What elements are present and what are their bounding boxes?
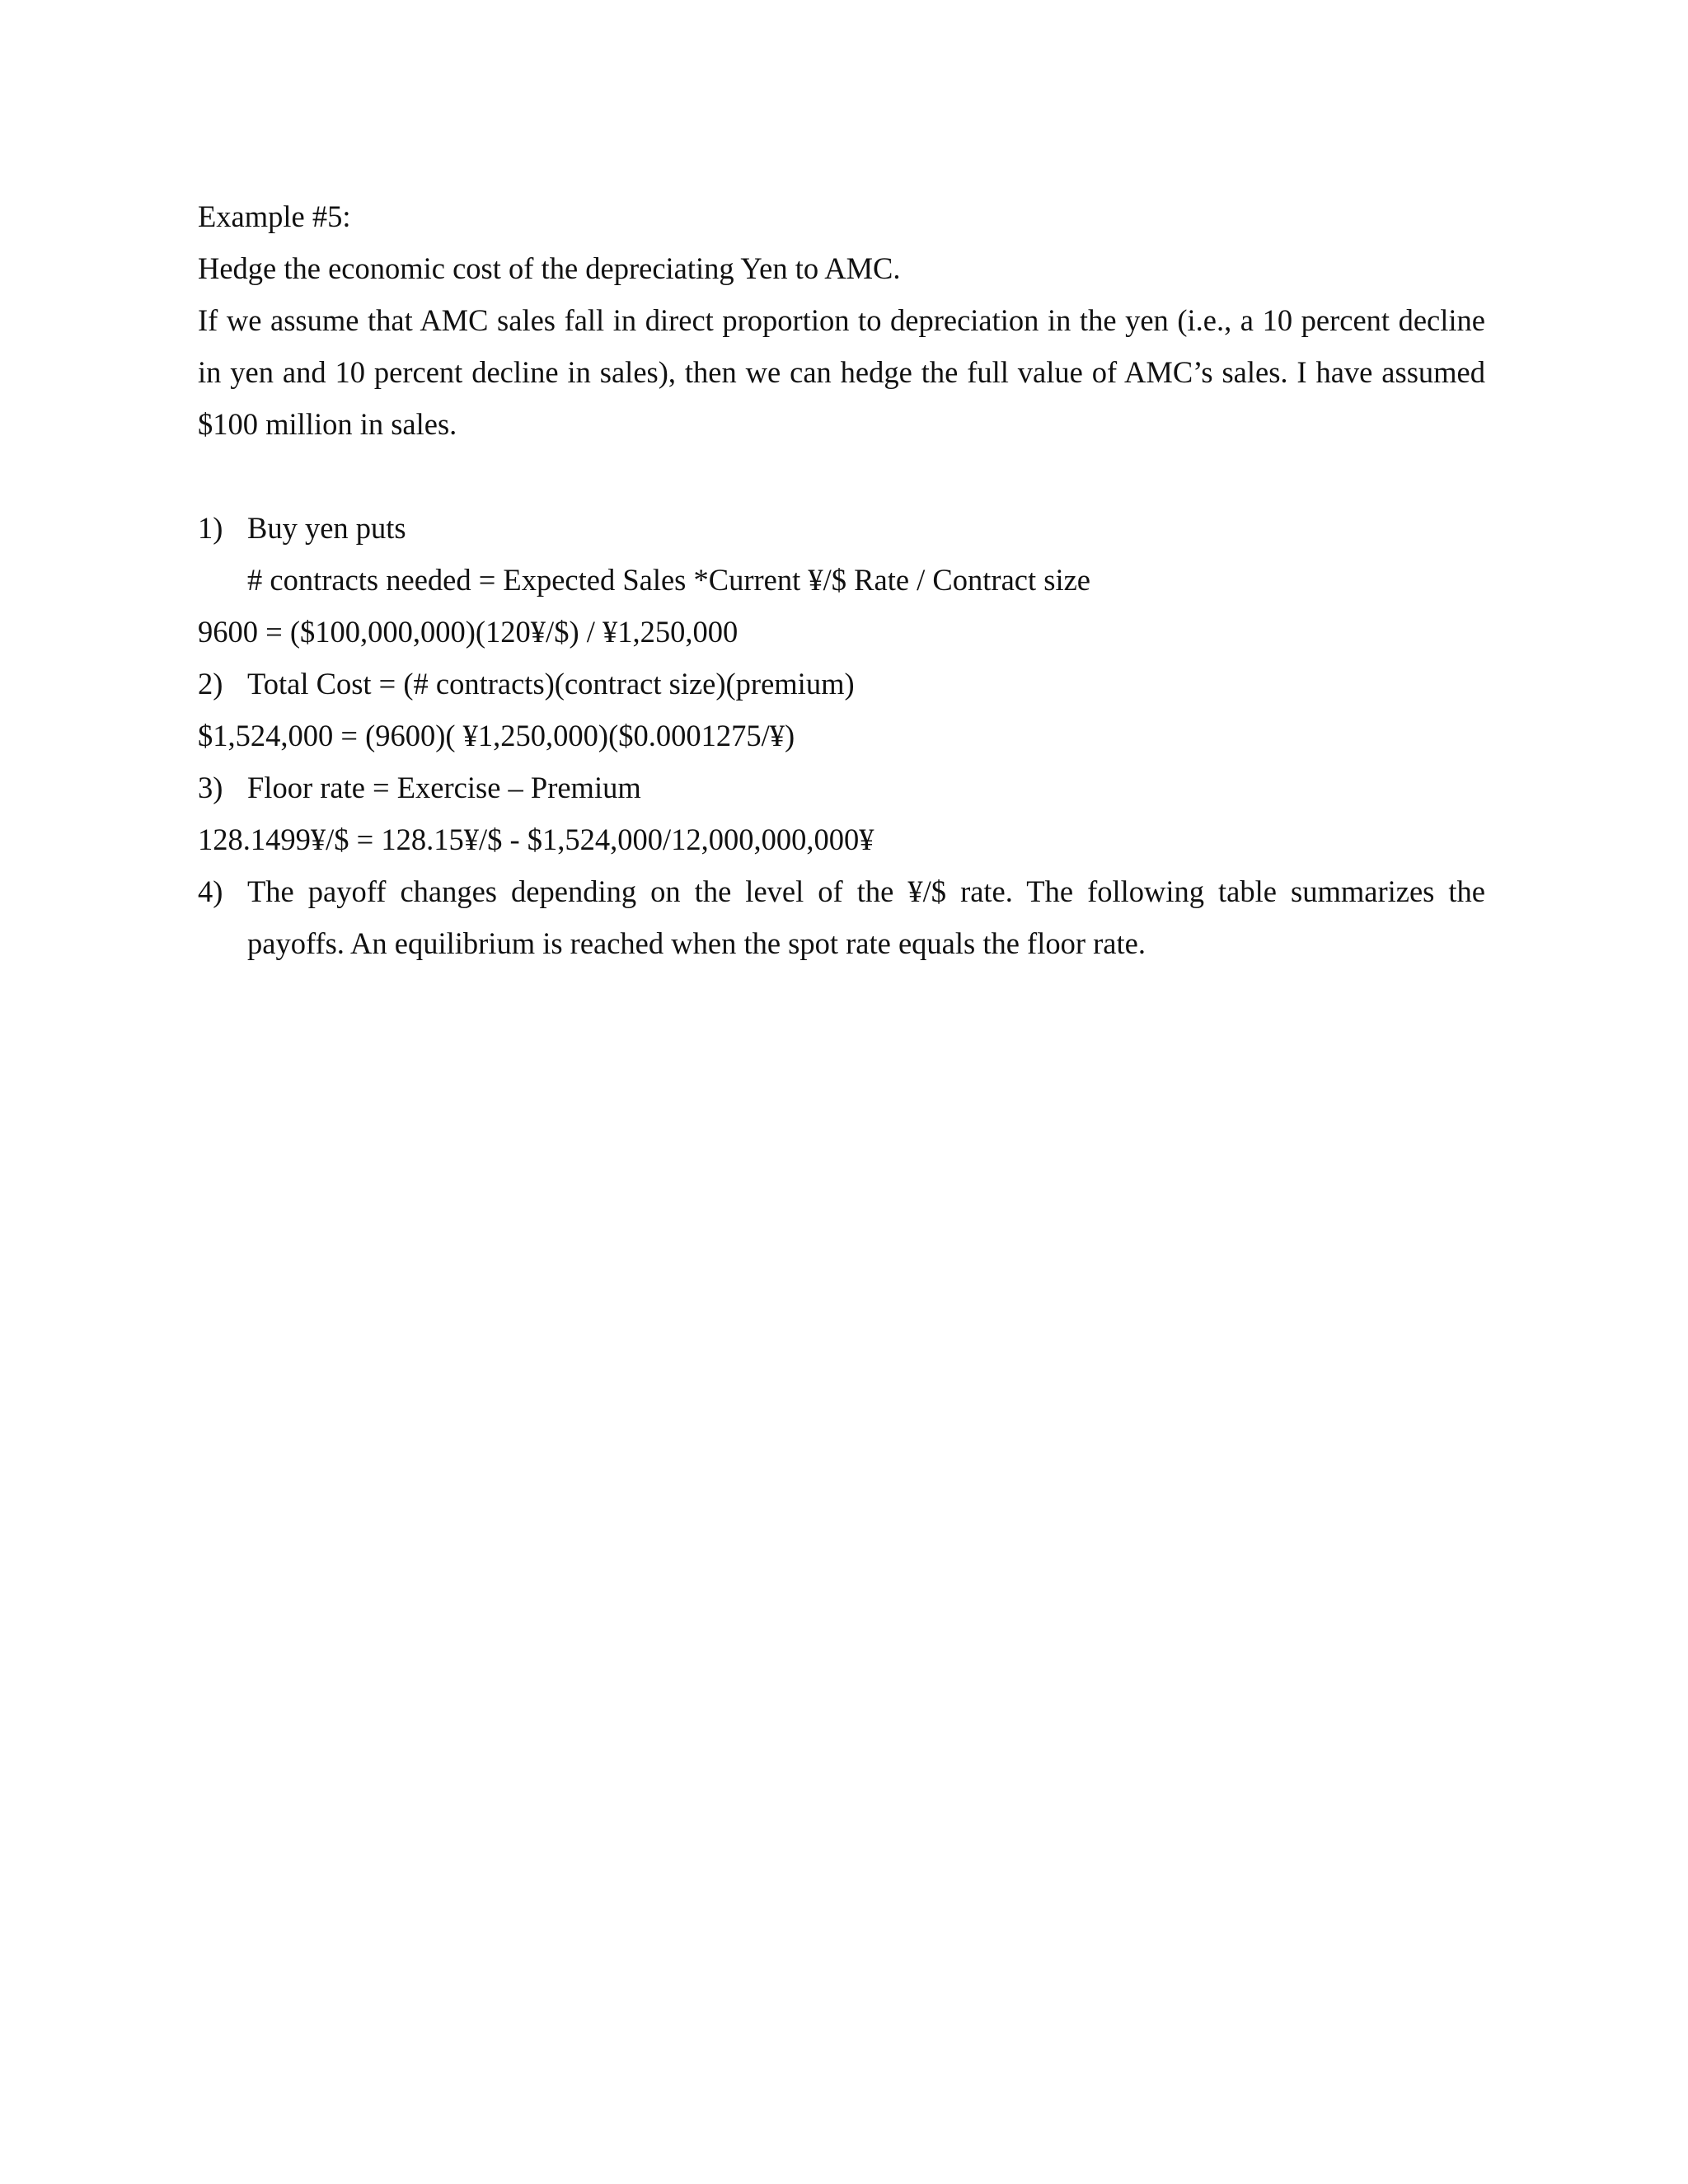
step-1-detail: # contracts needed = Expected Sales *Current ¥/$ Rate / Contract size xyxy=(247,563,1090,597)
step-1-formula: 9600 = ($100,000,000)(120¥/$) / ¥1,250,000 xyxy=(198,615,738,649)
step-3 xyxy=(198,762,1485,813)
step-2-number: 2) xyxy=(198,667,223,701)
step-2-formula: $1,524,000 = (9600)( ¥1,250,000)($0.0001275/¥) xyxy=(198,719,795,752)
document-body xyxy=(198,190,1485,969)
step-2-text: Total Cost = (# contracts)(contract size)(premium) xyxy=(247,667,855,701)
example-heading: Example #5: xyxy=(198,199,351,233)
step-3-formula: 128.1499¥/$ = 128.15¥/$ - $1,524,000/12,000,000,000¥ xyxy=(198,823,874,856)
step-1-number: 1) xyxy=(198,511,223,545)
intro-paragraph: If we assume that AMC sales fall in direct proportion to depreciation in the yen (i.e., a 10 percent decline in yen and 10 percent decline in sales), then we can hedge the full value of AMC’s sales. I have assumed $100 million in sales. xyxy=(198,303,1485,441)
step-2 xyxy=(198,658,1485,710)
step-4 xyxy=(198,865,1485,969)
step-4-number: 4) xyxy=(198,874,223,908)
step-1 xyxy=(198,502,1485,554)
step-3-text: Floor rate = Exercise – Premium xyxy=(247,771,641,804)
step-3-number: 3) xyxy=(198,771,223,804)
example-subheading: Hedge the economic cost of the depreciating Yen to AMC. xyxy=(198,251,901,285)
step-1-text: Buy yen puts xyxy=(247,511,406,545)
paragraph-spacer xyxy=(198,450,1485,502)
step-4-text: The payoff changes depending on the level of the ¥/$ rate. The following table summarizes the payoffs. An equilibrium is reached when the spot rate equals the floor rate. xyxy=(247,874,1485,960)
